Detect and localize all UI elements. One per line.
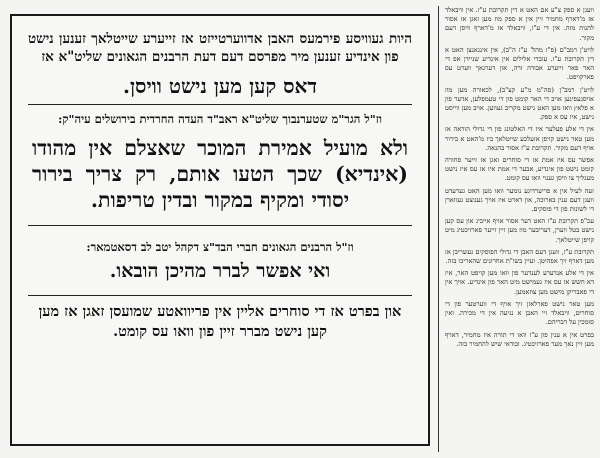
announcement-intro: היות געוויסע פירמעס האבן אדווערטייזט אז זייערע שייטלאך זענען נישט פון אינדיע זענען מיר מפרסם דעם דעת הרבנים הגאונים שליט"א אז xyxy=(28,31,412,65)
article-paragraph: מען טאר נישט פארלאזן זיך אויף די ווערטער פון די סוחרים, וויבאלד זיי האבן א נגיעה אין די מכירה. ואין סומכין על דבריהם. xyxy=(445,299,594,327)
divider xyxy=(28,295,412,296)
article-paragraph: זעה לעיל אין א פריערדיגע נומער וואו מען האט גערעדט וועגן דעם ענין בארוכה, און דארט איז אויך גענוצט געווארן די לשונות פון די פוסקים. xyxy=(445,186,594,214)
article-paragraph: בפרט אין א ענין פון ע"ז וואו די תורה איז מחמיר, דארף מען זיין נאך מער פארזיכטיג. ובודאי שיש להחמיר בזה. xyxy=(445,330,594,348)
closing-text: און בפרט אז די סוחרים אליין אין פריוואטע שמועסן זאגן אז מען קען נישט מברר זיין פון וואו עס קומט. xyxy=(38,303,402,340)
article-paragraph: לויט'ן רמב"ן (סה"מ מ"ע קצ"ב), לכאורה מען מוז אויסגעפינען אויב די האר קומט פון די טעמפלען, אדער פון א פלאץ וואו מען האט נישט מקריב געווען. אויב מען ווייסט נישט, איז עס א ספק. xyxy=(445,85,594,122)
announcement-box xyxy=(10,14,430,446)
article-paragraph: עכ"פ תקרובת ע"ז האט דער אסור אויף אייביג און עס קען נישט בטל ווערן, דעריבער מוז מען זיין זייער פארזיכטיג מיט קויפן שייטלאך. xyxy=(445,217,594,244)
beis-din-quote: ואי אפשר לברר מהיכן הובאו. xyxy=(109,260,331,282)
article-paragraph: אין די אלע אנדערע לענדער פון וואו מען קויפט האר, איז דא חשש אז עס איז געמישט מיט האר פון אינדיע. אויך אין די פאבריקן מישט מען צוזאמען. xyxy=(445,269,594,296)
article-paragraph: לויט'ן רמב"ם (פ"ז מהל' ע"ז ה"ב), אין אינגאנצן האט א דין תקרובת ע"ז. עובדי אלילים אין אינדיע שניידן אפ די האר פאר זייערע אבודה זרה, און דערנאך ווערט עס פארקויפט. xyxy=(445,45,594,82)
side-article-column xyxy=(438,6,598,452)
rabbi-quote: ולא מועיל אמירת המוכר שאצלם אין מהודו (אינדיא) שכך הטעו אותם, רק צריך בירור יסודי ומקיף במקור ובדין טריפות. xyxy=(32,136,408,212)
attribution-rabbi: וז"ל הגר"מ שטערנבוך שליט"א ראב"ד העדה החרדית בירושלים עיה"ק: xyxy=(58,112,382,126)
divider xyxy=(28,104,412,105)
divider xyxy=(28,225,412,226)
article-paragraph: אין די אלע פעלער איז די האלטונג פון די גדולי הוראה אז מען טאר נישט קויפן אזעלכע שייטלאך ביז מ'האט א בירור אויף דעם מקור. תקרובת ע"ז אסור בהנאה. xyxy=(445,125,594,152)
article-paragraph: אפשר עס איז אמת אז די סוחרים זאגן אז זייער סחורה קומט נישט פון אינדיע, אבער די אמת איז אז עס איז נישט מעגליך צו וויסן גענוי וואו עס קומט. xyxy=(445,156,594,183)
article-paragraph: וועגן א ספק צ"ע אם האט א דין תקרובת ע"ז. אין וויבאלד אז מ'דארף מחמיר זיין אין א ספק מוז מען זאגן אז אסור להנות מזה. אין די ע"ז, וויבאלד אז מ'דארף וויסן דעם מקור. xyxy=(445,6,594,42)
attribution-beis-din: וז"ל הרבנים הגאונים חברי הבד"צ דקהל יטב לב דסאטמאר: xyxy=(86,240,354,254)
announcement-headline: דאס קען מען נישט וויסן. xyxy=(123,74,317,98)
article-paragraph: תקרובת ע"ז, וועגן דעם האבן די גדולי הפוסקים געשריבן אז מען דארף זיך אפהיטן. ועיין בשו"ת אחרונים שהאריכו בזה. xyxy=(445,247,594,266)
